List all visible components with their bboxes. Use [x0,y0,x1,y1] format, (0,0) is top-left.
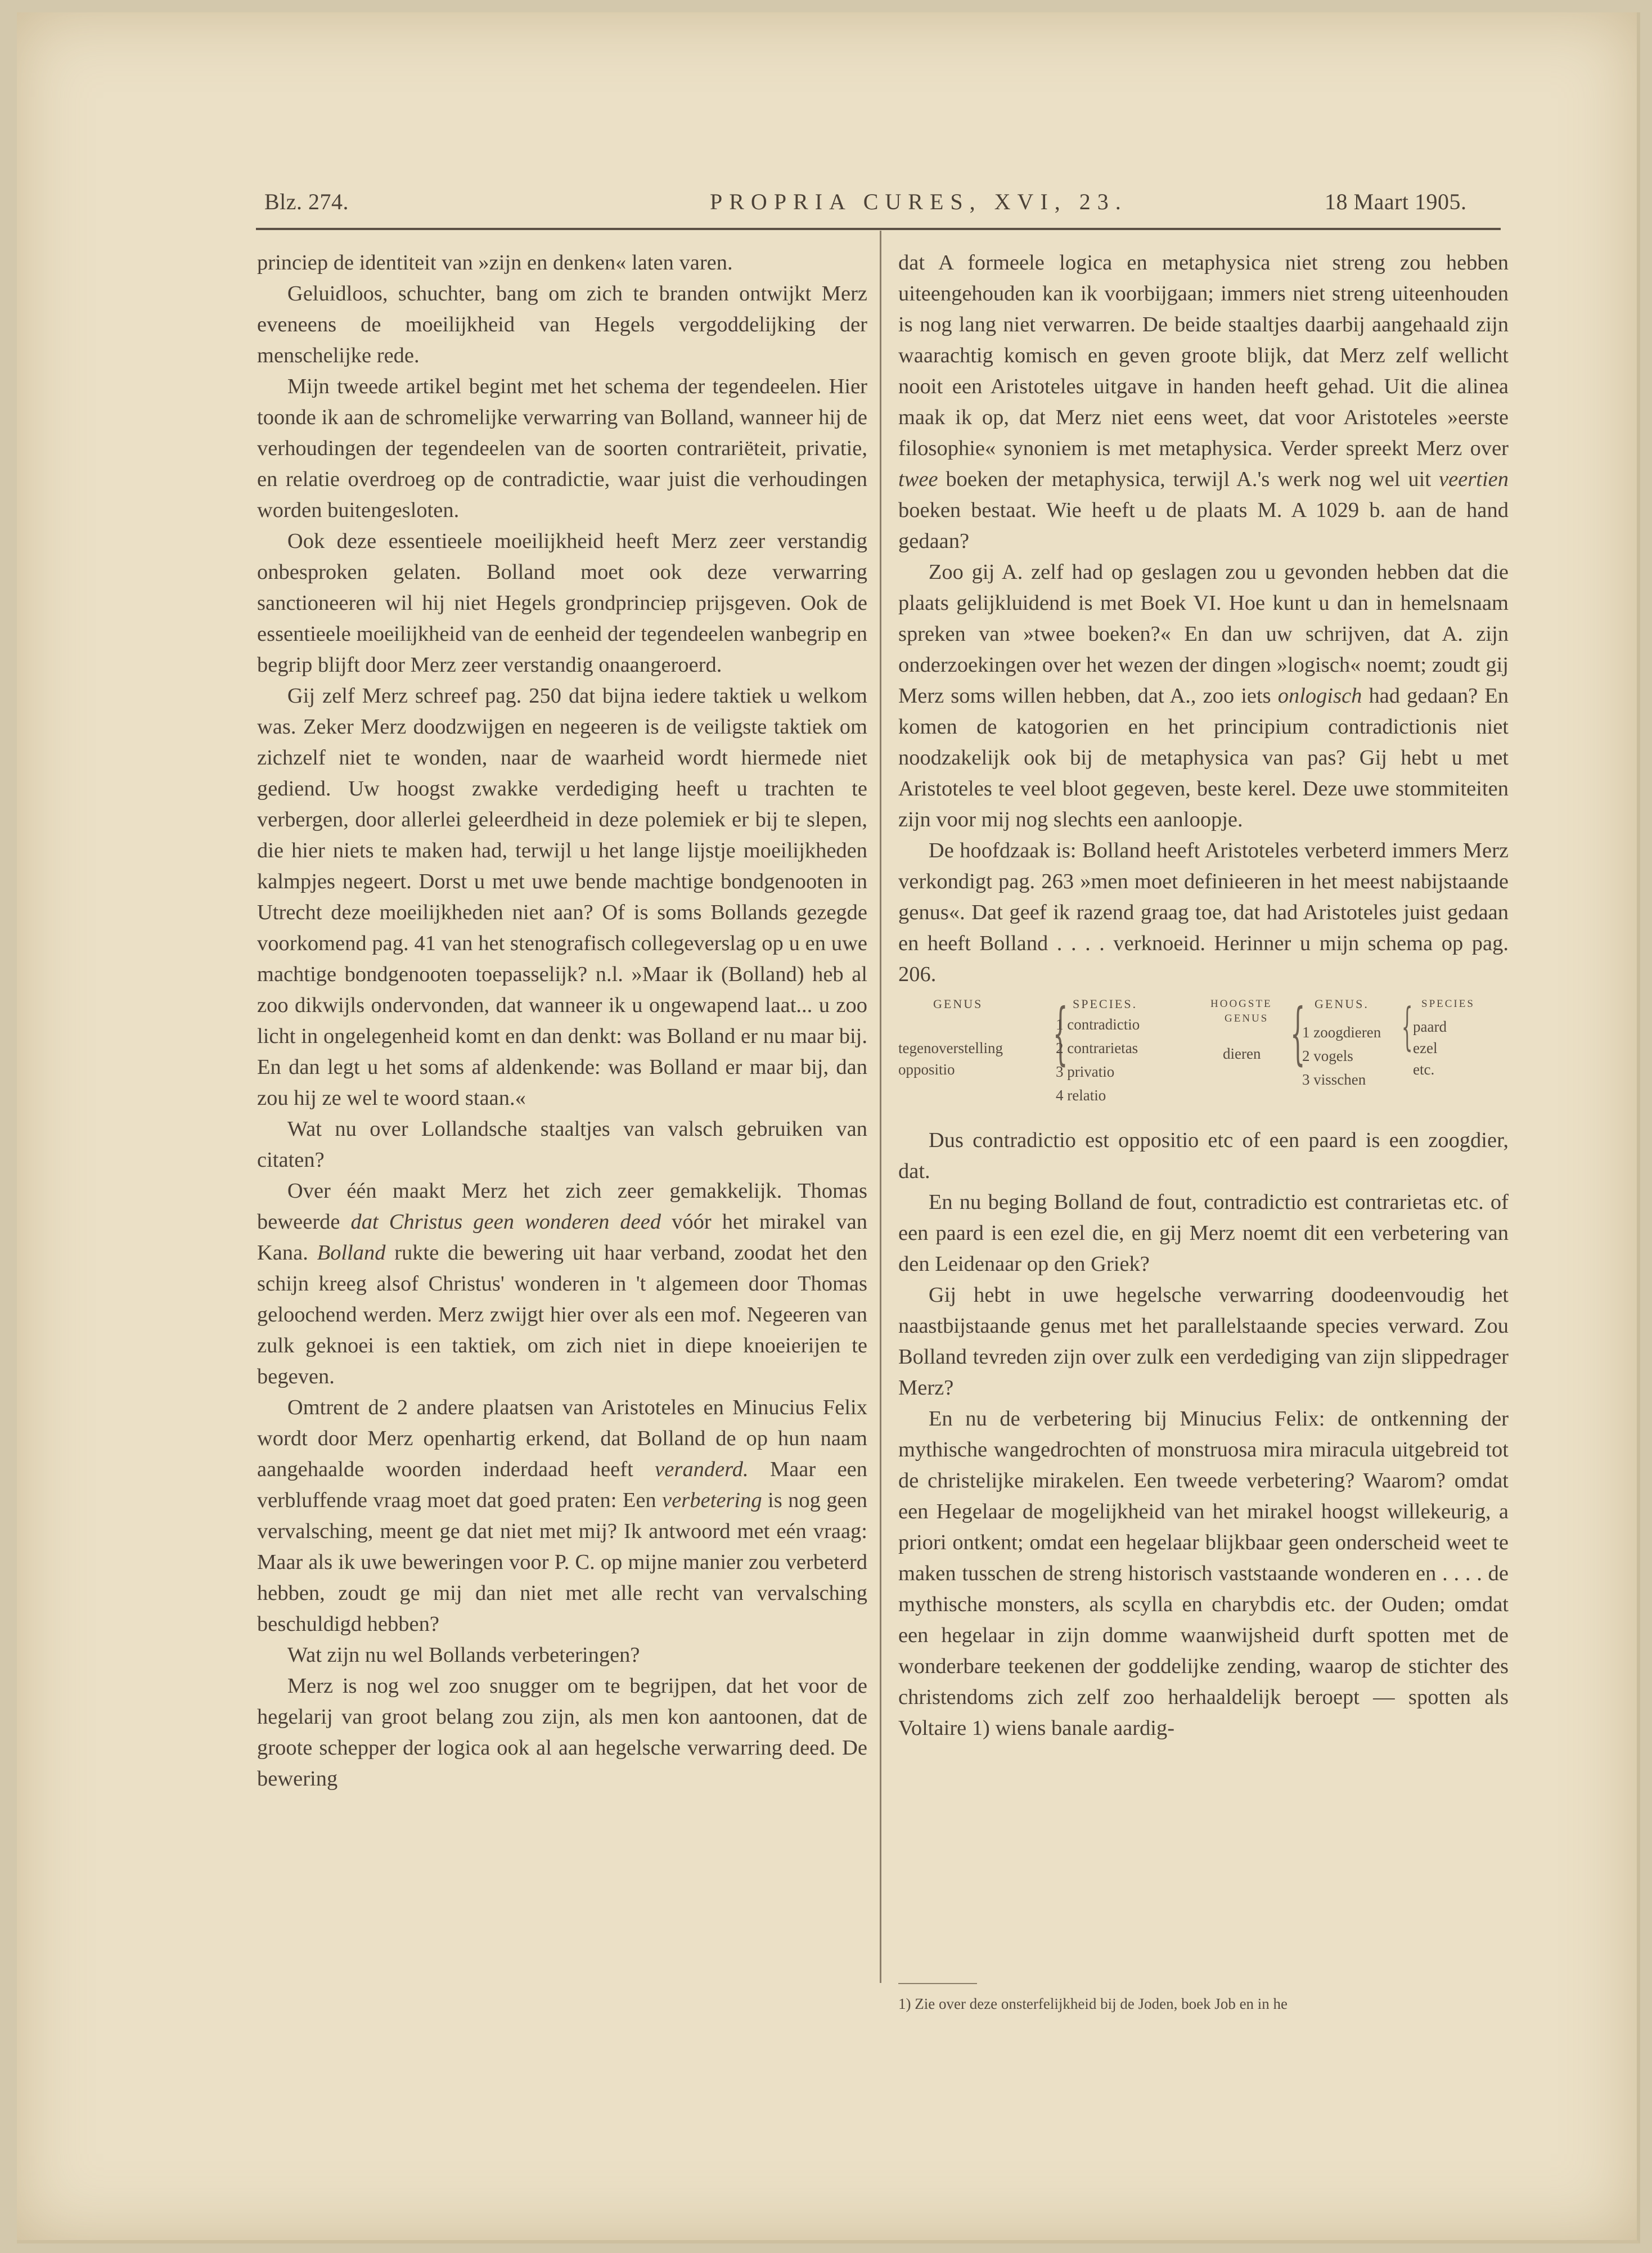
schema-genus-term: oppositio [898,1061,955,1078]
paragraph-text: Mijn tweede artikel begint met het schema der tegendeelen. Hier toonde ik aan de schromelijke verwarring van Bolland, wanneer hij de verhoudingen der tegendeelen van de soorten contrariëteit, privatie, en relatie overdroeg op de contradictie, waar juist die verhoudingen worden buitengesloten. [257,375,867,522]
paragraph-text: Maar een verbluffende vraag moet dat goed praten: Een [257,1458,867,1512]
paragraph-text: Gij zelf Merz schreef pag. 250 dat bijna iedere taktiek u welkom was. Zeker Merz doodzwijgen en negeeren is de veiligste taktiek om zichzelf niet te wonden, naar de waarheid wordt hiermede niet gediend. Uw hoogst zwakke verdediging heeft u trachten te verbergen, door allerlei geleerdheid in deze polemiek er bij te slepen, die hier niets te maken had, terwijl u het lange lijstje moeilijkheden kalmpjes negeert. Dorst u met uwe bende machtige bondgenooten in Utrecht deze moeilijkheden niet aan? Of is soms Bollands gezegde voorkomend pag. 41 van het stenografisch collegeverslag op u en uwe machtige bondgenooten toepasselijk? n.l. »Maar ik (Bolland) heb al zoo dikwijls ondervonden, dat wanneer ik u ongewapend laat... u zoo licht in ongelegenheid komt en dan denkt: was Bolland er nu maar bij. En dan legt u het soms af aldenkende: was Bolland er maar bij, dan zou hij ze wel te woord staan.« [257,684,867,1110]
paragraph-text: vóór het mirakel van Kana. [257,1210,868,1265]
schema-genus-term: tegenoverstelling [898,1040,1003,1056]
issue-date: 18 Maart 1905. [1325,189,1467,214]
brace-icon: { [1052,995,1068,1073]
paragraph [257,1114,867,1176]
schema-species-item: 3 privatio [1056,1063,1115,1080]
paragraph-text: had gedaan? En komen de katogorien en het principium contradictionis niet noodzakelijk ook bij de metaphysica van pas? Gij hebt u met Aristoteles te veel bloot gegeven, beste kerel. Deze uwe stommiteiten zijn voor mij nog slechts een aanloopje. [898,684,1509,831]
footnote: 1) Zie over deze onsterfelijkheid bij de Joden, boek Job en in he [898,1995,1288,2012]
schema-species2-item: paard [1413,1018,1447,1035]
italic-text: veertien [1439,467,1509,491]
italic-text: dat Christus geen wonderen deed [350,1210,661,1234]
paragraph [257,1671,867,1795]
italic-text: verbetering [662,1488,762,1512]
schema-genus2-item: 2 vogels [1302,1047,1353,1064]
paragraph-text: Wat nu over Lollandsche staaltjes van valsch gebruiken van citaten? [257,1117,867,1172]
paragraph-text: En nu de verbetering bij Minucius Felix: de ontkenning der mythische wangedrochten of monstruosa mira miracula uitgebreid tot de christelijke mirakelen. Een tweede verbetering? Waarom? omdat een Hegelaar de mogelijkheid van het mirakel hoogst willekeurig, a priori ontkent; omdat een hegelaar blijkbaar geen onderscheid weet te maken tusschen de streng historisch vaststaande wonderen en . . . . de mythische monsters, als scylla en charybdis etc. der Ouden; omdat een hegelaar in zijn domme waanwijsheid durft spotten met de wonderbare teekenen der goddelijke zending, waarop de stichter des christendoms zich zelf zoo herhaaldelijk beroept — spotten als Voltaire 1) wiens banale aardig- [898,1407,1509,1740]
paragraph-text: dat A formeele logica en metaphysica niet streng zou hebben uiteengehouden kan ik voorbijgaan; immers niet streng uiteenhouden is nog lang niet verwarren. De beide staaltjes daarbij aangehaald zijn waarachtig komisch en geven groote blijk, dat Merz zelf wellicht nooit een Aristoteles uitgave in handen heeft gehad. Uit die alinea maak ik op, dat Merz niet eens weet, dat voor Aristoteles »eerste filosophie« synoniem is met metaphysica. Verder spreekt Merz over [898,251,1509,460]
paragraph [898,1280,1509,1404]
schema-genus2-item: 1 zoogdieren [1302,1024,1381,1041]
schema-table [898,992,1509,1122]
schema-genus2-head: GENUS. [1315,997,1369,1011]
schema-hoogste-head: HOOGSTE [1210,998,1272,1010]
paragraph-text: boeken der metaphysica, terwijl A.'s werk nog wel uit [938,467,1439,491]
brace-icon: { [1401,997,1413,1056]
paragraph [898,835,1509,990]
paragraph-text: Merz is nog wel zoo snugger om te begrijpen, dat het voor de hegelarij van groot belang zou zijn, als men kon aantoonen, dat de groote schepper der logica ook al aan hegelsche verwarring deed. De bewering [257,1674,867,1791]
paragraph [898,1125,1509,1187]
schema-species2-item: etc. [1413,1061,1435,1078]
paragraph [898,557,1509,835]
schema-hoogste-head: GENUS [1225,1013,1269,1024]
schema-species2-item: ezel [1413,1040,1438,1056]
schema-species-head: SPECIES. [1073,997,1138,1011]
schema-hoogste-term: dieren [1223,1045,1261,1062]
paragraph-text: Over één maakt Merz het zich zeer gemakkelijk. Thomas beweerde [257,1179,867,1234]
paragraph [257,681,867,1114]
italic-text: twee [898,467,938,491]
paragraph [898,248,1509,557]
paragraph [257,1640,867,1671]
paragraph-text: Dus contradictio est oppositio etc of een paard is een zoogdier, dat. [898,1128,1509,1183]
schema-genus-head: GENUS [933,997,983,1011]
paragraph-text: princiep de identiteit van »zijn en denken« laten varen. [257,251,733,275]
paragraph-text: Omtrent de 2 andere plaatsen van Aristoteles en Minucius Felix wordt door Merz openhartig erkend, dat Bolland de op hun naam aangehaalde woorden inderdaad heeft [257,1396,867,1481]
paragraph [257,278,867,371]
paragraph [898,1187,1509,1280]
paragraph-text: rukte die bewering uit haar verband, zoodat het den schijn kreeg alsof Christus' wonderen in 't algemeen door Thomas geloochend werden. Merz zwijgt hier over als een mof. Negeeren van zulk geknoei is een taktiek, om zich niet in diepe knoeierijen te begeven. [257,1241,867,1388]
header-rule [256,228,1501,230]
paragraph-text: Wat zijn nu wel Bollands verbeteringen? [287,1643,640,1667]
paragraph-text: Geluidloos, schuchter, bang om zich te branden ontwijkt Merz eveneens de moeilijkheid van Hegels vergoddelijking der menschelijke rede. [257,282,867,367]
italic-text: onlogisch [1277,684,1362,708]
schema-genus2-item: 3 visschen [1302,1071,1366,1088]
paragraph-text: De hoofdzaak is: Bolland heeft Aristoteles verbeterd immers Merz verkondigt pag. 263 »men moet definieeren in het meest nabijstaande genus«. Dat geef ik razend graag toe, dat had Aristoteles juist gedaan en heeft Bolland . . . . verknoeid. Herinner u mijn schema op pag. 206. [898,839,1509,986]
paragraph [257,1176,867,1392]
italic-text: veranderd. [655,1458,749,1481]
paragraph-text: Gij hebt in uwe hegelsche verwarring doodeenvoudig het naastbijstaande genus met het parallelstaande species verward. Zou Bolland tevreden zijn over zulk een verdediging van zijn slippedrager Merz? [898,1283,1509,1400]
page-number: Blz. 274. [264,189,349,214]
schema-species-item: 2 contrarietas [1056,1040,1138,1056]
paragraph-text: Ook deze essentieele moeilijkheid heeft Merz zeer verstandig onbesproken gelaten. Bolland moet ook deze verwarring sanctioneeren wil hij niet Hegels grondprinciep prijsgeven. Ook de essentieele moeilijkheid van de eenheid der tegendeelen wanbegrip en begrip blijft door Merz zeer verstandig onaangeroerd. [257,529,867,677]
paragraph-text: En nu beging Bolland de fout, contradictio est contrarietas etc. of een paard is een ezel die, en gij Merz noemt dit een verbetering van den Leidenaar op den Griek? [898,1190,1509,1276]
paragraph [257,1392,867,1640]
footnote-rule [898,1983,977,1984]
paragraph [257,371,867,526]
paragraph-text: Zoo gij A. zelf had op geslagen zou u gevonden hebben dat die plaats gelijkluidend is met Boek VI. Hoe kunt u dan in hemelsnaam spreken van »twee boeken?« En dan uw schrijven, dat A. zijn onderzoekingen over het wezen der dingen »logisch« noemt; zoudt gij Merz soms willen hebben, dat A., zoo iets [898,560,1509,708]
paragraph [257,526,867,681]
left-column [257,248,867,1795]
italic-text: Bolland [317,1241,386,1265]
column-divider [880,231,881,1983]
journal-title: PROPRIA CURES, XVI, 23. [710,189,1128,214]
schema-species-item: 1 contradictio [1056,1016,1140,1033]
schema-species2-head: SPECIES [1421,998,1475,1010]
right-column [898,248,1509,1744]
paragraph [257,248,867,278]
schema-species-item: 4 relatio [1056,1087,1106,1104]
paragraph-text: boeken bestaat. Wie heeft u de plaats M. A 1029 b. aan de hand gedaan? [898,498,1509,553]
paragraph-text: is nog geen vervalsching, meent ge dat niet met mij? Ik antwoord met eén vraag: Maar als ik uwe beweringen voor P. C. op mijne manier zou verbeterd hebben, zoudt ge mij dan niet met alle recht van vervalsching beschuldigd hebben? [257,1488,868,1636]
paragraph [898,1404,1509,1744]
brace-icon: { [1290,995,1306,1073]
